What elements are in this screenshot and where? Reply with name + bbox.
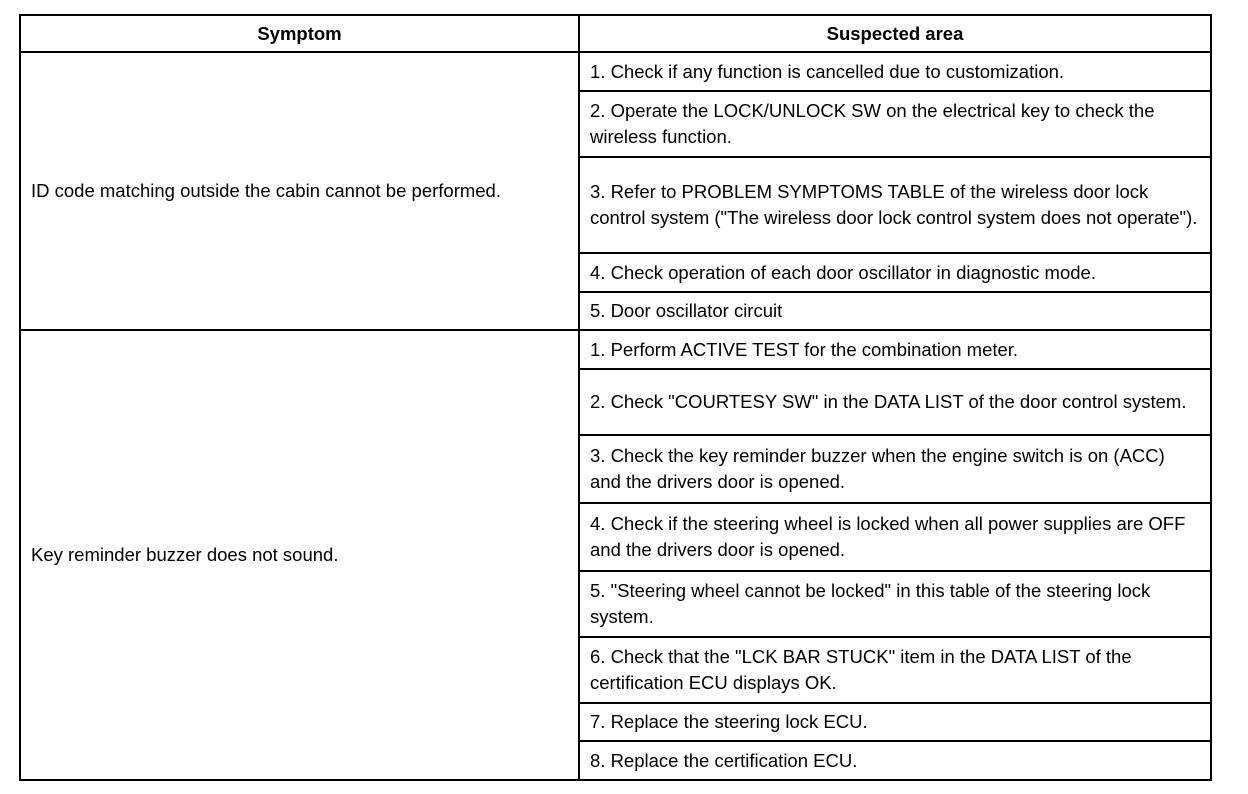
- area-cell: 5. Door oscillator circuit: [579, 292, 1211, 330]
- symptom-cell: Key reminder buzzer does not sound.: [20, 330, 579, 780]
- symptom-cell: ID code matching outside the cabin cannot be performed.: [20, 52, 579, 330]
- table-row: [20, 52, 1211, 91]
- area-cell: 4. Check operation of each door oscillator in diagnostic mode.: [579, 253, 1211, 292]
- area-cell: 2. Operate the LOCK/UNLOCK SW on the electrical key to check the wireless function.: [579, 91, 1211, 157]
- area-cell: 7. Replace the steering lock ECU.: [579, 703, 1211, 741]
- table-row: [20, 330, 1211, 369]
- area-cell: 1. Perform ACTIVE TEST for the combination meter.: [579, 330, 1211, 369]
- area-cell: 2. Check "COURTESY SW" in the DATA LIST of the door control system.: [579, 369, 1211, 435]
- area-cell: 3. Refer to PROBLEM SYMPTOMS TABLE of the wireless door lock control system ("The wireless door lock control system does not operate").: [579, 157, 1211, 253]
- header-row: [20, 15, 1211, 52]
- area-cell: 3. Check the key reminder buzzer when the engine switch is on (ACC) and the drivers door is opened.: [579, 435, 1211, 503]
- header-suspected-area: Suspected area: [579, 15, 1211, 52]
- area-cell: 5. "Steering wheel cannot be locked" in this table of the steering lock system.: [579, 571, 1211, 637]
- area-cell: 1. Check if any function is cancelled due to customization.: [579, 52, 1211, 91]
- symptom-table: [19, 14, 1212, 781]
- area-cell: 4. Check if the steering wheel is locked when all power supplies are OFF and the drivers door is opened.: [579, 503, 1211, 571]
- header-symptom: Symptom: [20, 15, 579, 52]
- area-cell: 6. Check that the "LCK BAR STUCK" item in the DATA LIST of the certification ECU displays OK.: [579, 637, 1211, 703]
- area-cell: 8. Replace the certification ECU.: [579, 741, 1211, 780]
